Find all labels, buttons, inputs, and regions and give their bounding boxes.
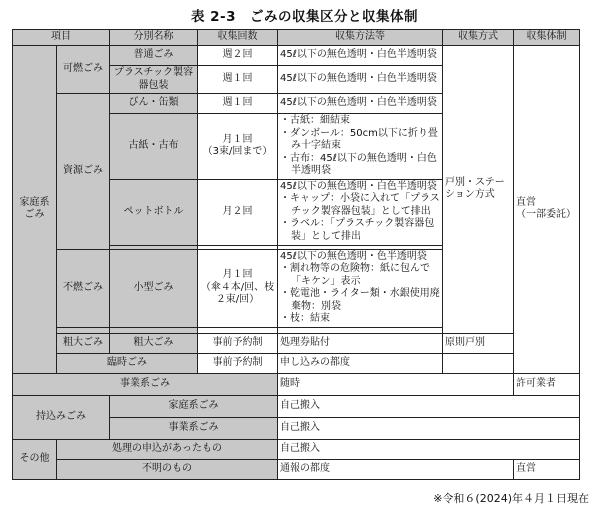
method: 自己搬入 [278,417,580,439]
method: 処理券貼付 [278,333,443,353]
method: 申し込みの都度 [278,353,443,373]
method: 随時 [278,373,514,395]
table-row [13,395,580,417]
frequency-note: （3束/回まで） [202,146,273,158]
footnote: ※令和６(2024)年４月１日現在 [433,492,589,505]
method-line: ・古紙：細結束 [280,115,350,126]
frequency: 事前予約制 [198,353,278,373]
header-style: 収集方式 [443,30,514,46]
carry-in-category: 持込みごみ [13,395,110,439]
sort-name: 家庭系ごみ [110,395,278,417]
frequency: 週２回 [198,46,278,66]
noncombustible-category: 不燃ごみ [57,249,110,327]
method: 自己搬入 [278,395,580,417]
method-line: ・枝：結束 [280,313,330,324]
recyclable-category: 資源ごみ [57,94,110,250]
frequency-main: 月１回 [222,133,253,145]
table-row [13,439,580,459]
method: 自己搬入 [278,439,580,459]
table-row [13,46,580,66]
system-household-main: 直営 [516,196,536,208]
header-system: 収集体制 [514,30,580,46]
system-household [514,46,580,374]
header-frequency: 収集回数 [198,30,278,46]
method: 45ℓ以下の無色透明・白色半透明袋 [278,46,443,66]
header-method: 収集方法等 [278,30,443,46]
sort-name: 小型ごみ [110,249,198,327]
garbage-collection-table [12,29,580,480]
header-item: 項目 [13,30,110,46]
sort-name: プラスチック製容器包装 [110,66,198,94]
method [278,179,443,245]
table-row [13,373,580,395]
method: 45ℓ以下の無色透明・白色半透明袋 [278,66,443,94]
method-line: ・ダンボール：50cm以下に折り畳み十字結束 [280,127,438,151]
table-row [13,333,580,353]
bulky-category: 粗大ごみ [57,333,110,353]
table-row [13,459,580,479]
business-category: 事業系ごみ [13,373,278,395]
combustible-category: 可燃ごみ [57,46,110,94]
frequency [198,114,278,180]
method-line: ・乾電池・ライター類・水銀使用廃棄物：別袋 [280,288,440,312]
method: 45ℓ以下の無色透明・白色半透明袋 [278,94,443,114]
system-household-note: （一部委託） [516,209,576,221]
frequency: 週１回 [198,66,278,94]
sort-name: 事業系ごみ [110,417,278,439]
method-line: ・ラベル：「プラスチック製容器包装」として排出 [280,218,435,242]
system: 許可業者 [514,373,580,395]
sort-name: 不明のもの [57,459,278,479]
sort-name: 普通ごみ [110,46,198,66]
method-line: ・割れ物等の危険物：紙に包んで「キケン」表示 [280,263,430,287]
header-sort-name: 分別名称 [110,30,198,46]
system: 直営 [514,459,580,479]
method-line: ・古布：45ℓ以下の無色透明・白色半透明袋 [280,152,437,176]
method-line: 45ℓ以下の無色透明・色半透明袋 [280,250,427,262]
table-title: 表 2-3 ごみの収集区分と収集体制 [190,9,419,25]
table-row [13,353,580,373]
frequency: 週１回 [198,94,278,114]
frequency: 月２回 [198,179,278,245]
header-row [13,30,580,46]
frequency: 事前予約制 [198,333,278,353]
sort-name: 古紙・古布 [110,114,198,180]
method-line: 45ℓ以下の無色透明・白色半透明袋 [280,180,437,192]
household-label: 家庭系ごみ [13,46,57,374]
frequency [198,249,278,327]
other-category: その他 [13,439,57,479]
sort-name: びん・缶類 [110,94,198,114]
method: 通報の都度 [278,459,514,479]
frequency-main: 月１回 [222,269,253,281]
method [278,114,443,180]
temporary-category: 臨時ごみ [57,353,198,373]
sort-name: ペットボトル [110,179,198,245]
method [278,249,443,327]
collection-style: 原則戸別 [443,333,514,353]
sort-name: 処理の申込があったもの [57,439,278,459]
collection-style-empty [443,353,514,373]
sort-name: 粗大ごみ [110,333,198,353]
method-line: ・キャップ：小袋に入れて「プラスチック製容器包装」として排出 [280,193,440,217]
collection-style-household: 戸別・ステーション方式 [443,46,514,334]
frequency-note: （傘４本/回、枝２束/回） [200,281,275,306]
